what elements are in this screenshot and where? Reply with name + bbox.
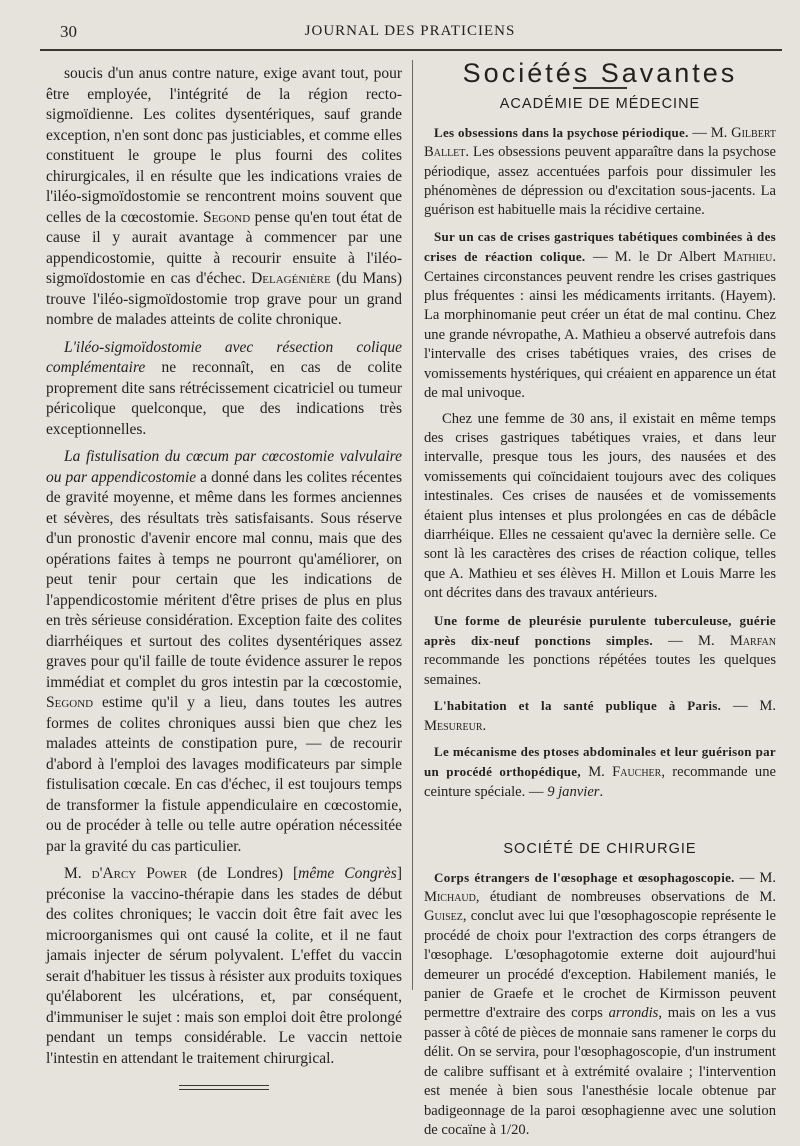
running-title: JOURNAL DES PRATICIENS <box>304 23 516 39</box>
column-divider <box>412 60 413 990</box>
author-name: Guisez <box>424 908 463 925</box>
paragraph <box>46 338 402 441</box>
text-run: M. <box>64 865 92 882</box>
paragraph <box>46 447 402 857</box>
society-heading-chirurgie: SOCIÉTÉ DE CHIRURGIE <box>503 841 697 858</box>
section-title: Sociétés Savantes <box>462 58 738 88</box>
italic-term: L'iléo-sigmoïdostomie avec résection colique complémentaire <box>46 338 402 376</box>
entry-title: Sur un cas de crises gastriques tabétiques combinées à des crises de réaction colique. <box>424 228 776 265</box>
report-entry <box>424 611 776 691</box>
text-run: soucis d'un anus contre nature, exige avant tout, pour être employée, l'intégrité de la région recto-sigmoïdienne. Les colites dysentériques, sauf grande exception, n'en sont donc pas justiciables, et comme elles constituent le groupe le plus fourni des colites chirurgicales, il en résulte que les indications vraies de l'iléo-sigmoïdostomie se rencontrent moins souvent que celles de la cœcostomie. <box>46 65 402 226</box>
italic-term: La fistulisation du cœcum par cœcostomie valvulaire ou par appendicostomie <box>46 448 402 486</box>
text-run: ] préconise la vaccino-thérapie dans les stades de début des colites chroniques; le vaccin doit être fait avec les microorganismes qui ont causé la colite, et il ne faut jamais injecter de sérum polyvalent. L'effet du vaccin serait d'habituer les tissus à résister aux produits toxiques qu'élaborent les ulcérations, et, par conséquent, d'immuniser le sujet : mais son emploi doit être prolongé pendant un temps considérable. Le vaccin nettoie l'intestin en attendant le traitement chirurgical. <box>46 865 402 1067</box>
text-run: a donné dans les colites récentes de gravité moyenne, et même dans les formes anciennes et sévères, des résultats très satisfaisants. Sous réserve d'un pronostic d'avenir encore mal connu, mais que des opérations faites à temps ne pourront qu'améliorer, on peut tenir pour certain que les indications de l'appendicostomie méritent d'être prises de plus en plus en très sérieuse considération. Exception faite des colites diarrhéiques et surtout des colites dysentériques assez graves pour qu'il faille de toute évidence assurer le repos immédiat et complet du gros intestin par la cœcostomie, <box>46 468 402 691</box>
page-number: 30 <box>60 22 77 41</box>
text-run: (du Mans) trouve l'iléo-sigmoïdostomie trop grave pour un grand nombre de malades atteints de colite chronique. <box>46 270 402 328</box>
right-column <box>424 58 777 1146</box>
text-run: . Les obsessions peuvent apparaître dans la psychose périodique, assez accentuées parfois pour dissimuler les phénomènes de dépression ou d'excitation sous-jacents. La guérison est habituelle mais la récidive certaine. <box>424 144 776 219</box>
text-run: . <box>482 717 487 734</box>
paragraph <box>46 864 402 1069</box>
report-entry <box>424 227 776 404</box>
entry-title: Le mécanisme des ptoses abdominales et leur guérison par un procédé orthopédique, <box>424 744 776 780</box>
end-rule <box>179 1085 269 1090</box>
text-run: . <box>599 783 604 800</box>
text-run: . Certaines circonstances peuvent rendre les crises gastriques plus fréquentes : ainsi les médicaments irritants. (Hayem). La morphinomanie peut créer un état de mal continu. Chez une grande névropathe, A. Mathieu a observé autrefois dans l'intervalle des crises tabétiques vraies, des crises de vomissements hystériques, qui créaient en apparence un état de mal univoque. <box>424 249 776 402</box>
entry-title: Corps étrangers de l'œsophage et œsophagoscopie. <box>434 869 735 885</box>
report-entry <box>424 742 776 802</box>
text-run: estime qu'il y a lieu, dans toutes les autres formes de colites chroniques aussi bien que chez les malades atteints de constipation pure, — de recourir d'abord à l'emploi des lavages modificateurs par simple fistulisation cœcale. En cas d'échec, il est toujours temps de transformer la fistule appendiculaire en cœcostomie, ou de procéder à telle ou telle autre opération nécessitée par la gravité du cas particulier. <box>46 694 402 855</box>
section-spacer <box>424 808 776 834</box>
report-entry <box>424 696 776 736</box>
author-name: Segond <box>203 208 251 226</box>
author-name: Michaud <box>424 889 476 906</box>
author-name: Mathieu <box>723 249 773 266</box>
text-run: (de Londres) [ <box>187 865 299 882</box>
text-run: — M. <box>652 632 730 649</box>
report-entry <box>424 123 776 221</box>
society-heading-academie: ACADÉMIE DE MÉDECINE <box>499 96 701 113</box>
author-name: Gilbert Ballet <box>424 124 776 161</box>
author-name: Segond <box>46 694 94 711</box>
author-name: d'Arcy Power <box>91 865 188 882</box>
left-column <box>46 64 402 1090</box>
text-run: , recommande une ceinture spéciale. — <box>424 764 776 800</box>
text-run: — M. <box>688 124 732 141</box>
author-name: Mesureur <box>424 717 483 734</box>
paragraph: Chez une femme de 30 ans, il existait en même temps des crises gastriques tabétiques vraies, et dans leur intervalle, presque tous les jours, des nausées et des vomissements qui coïncidaient toujours avec des coliques intestinales. Ces crises de nausées et de vomissements étaient plus intenses et plus prolongées en cas de débâcle diarrhéique. Elles ne cessaient qu'avec la dernière selle. Ce sont là les caractères des crises de réaction colique, telles que A. Mathieu et ses élèves H. Millon et Louis Marre les ont décrites dans des travaux antérieurs. <box>424 410 776 602</box>
page-header <box>40 20 780 46</box>
text-run: M. <box>580 764 613 781</box>
text-run: , mais on les a vus passer à côté de pièces de monnaie sans ramener le corps du délit. On se servira, pour l'œsophagoscopie, d'un instrument de calibre suffisant et à extrémité ovalaire ; l'intervention est menée à bien sous l'anesthésie locale obtenue par badigeonnage de la paroi œsophagienne avec une solution de cocaïne à 1/20. <box>424 1005 776 1138</box>
paragraph <box>46 64 402 331</box>
text-run: , conclut avec lui que l'œsophagoscopie représente le procédé de choix pour l'extraction des corps étrangers de l'œsophage. L'œsophagotomie externe doit aujourd'hui demeurer un procédé d'exception. Habilement maniés, le panier de Graefe et le crochet de Kirmisson peuvent permettre d'extraire des corps <box>424 908 776 1022</box>
italic-term: même Congrès <box>298 865 397 882</box>
session-date: 9 janvier <box>547 783 600 800</box>
text-run: — M. <box>734 869 777 886</box>
report-entry <box>424 868 776 1141</box>
text-run: — M. le Dr Albert <box>585 249 724 266</box>
entry-title: Les obsessions dans la psychose périodique. <box>434 124 689 140</box>
text-run: , étudiant de nombreuses observations de M. <box>475 889 776 906</box>
author-name: Faucher <box>612 764 662 781</box>
text-run: recommande les ponctions répétées toutes les quelques semaines. <box>424 652 776 688</box>
text-run: ne reconnaît, en cas de colite proprement dite sans rétrécissement cicatriciel ou tumeur péricolique quelconque, que des indications très exceptionnelles. <box>46 359 402 438</box>
italic-term: arrondis <box>608 1005 659 1022</box>
entry-title: L'habitation et la santé publique à Paris. <box>434 698 722 714</box>
text-run: — M. <box>721 698 776 715</box>
header-rule <box>40 49 782 51</box>
author-name: Marfan <box>729 632 776 649</box>
author-name: Delagénière <box>251 270 331 287</box>
entry-title: Une forme de pleurésie purulente tuberculeuse, guérie après dix-neuf ponctions simples. <box>424 612 776 648</box>
text-run: pense qu'en tout état de cause il y aurait avantage à commencer par une appendicostomie, quitte à recourir ensuite à l'iléo-sigmoïdostomie en cas d'échec. <box>46 208 403 287</box>
